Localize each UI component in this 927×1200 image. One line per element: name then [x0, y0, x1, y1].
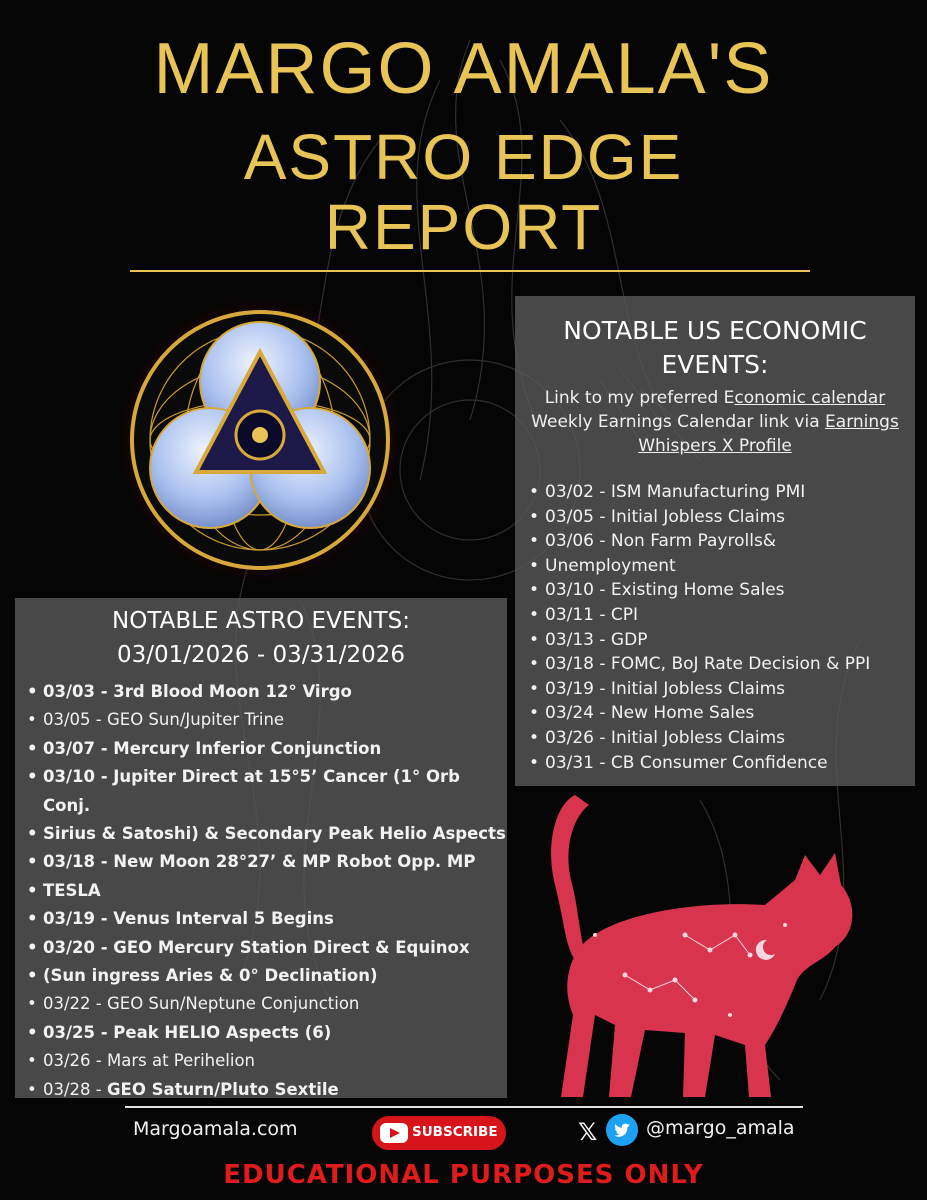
astro-event: • 03/25 - Peak HELIO Aspects (6): [25, 1019, 507, 1047]
website-link[interactable]: Margoamala.com: [133, 1118, 298, 1140]
earnings-whispers-line: [515, 434, 915, 458]
economic-events-title: [515, 314, 915, 382]
economic-title-line-2: EVENTS:: [661, 350, 769, 379]
astro-event: • TESLA: [25, 877, 507, 905]
economic-calendar-link[interactable]: conomic calendar: [734, 388, 886, 408]
economic-events-list: [515, 480, 915, 775]
econ-event: • 03/13 - GDP: [527, 628, 915, 653]
astro-event: • 03/10 - Jupiter Direct at 15°5’ Cancer (1° Orb Conj.: [25, 763, 507, 820]
astro-event-bold-text: GEO Saturn/Pluto Sextile: [107, 1079, 339, 1099]
astro-events-title: [15, 604, 507, 672]
econ-event: • 03/10 - Existing Home Sales: [527, 578, 915, 603]
title-line-2: ASTRO EDGE: [243, 121, 684, 193]
econ-event: • 03/19 - Initial Jobless Claims: [527, 677, 915, 702]
calendar-links: [515, 386, 915, 458]
constellation-cat-illustration: [535, 785, 865, 1105]
earnings-whispers-profile-link[interactable]: Whispers X Profile: [638, 436, 792, 456]
econ-event: • 03/18 - FOMC, BoJ Rate Decision & PPI: [527, 652, 915, 677]
astro-event: • 03/05 - GEO Sun/Jupiter Trine: [25, 706, 507, 734]
astro-event: • 03/20 - GEO Mercury Station Direct & Equinox: [25, 934, 507, 962]
astro-event: • 03/03 - 3rd Blood Moon 12° Virgo: [25, 678, 507, 706]
econ-event: • 03/02 - ISM Manufacturing PMI: [527, 480, 915, 505]
astro-events-list: [15, 678, 507, 1104]
astro-event-date: 03/28 -: [43, 1079, 107, 1099]
youtube-subscribe-button[interactable]: [372, 1116, 506, 1150]
sacred-geometry-emblem: [110, 290, 410, 590]
econ-event: • 03/11 - CPI: [527, 603, 915, 628]
astro-event: • 03/07 - Mercury Inferior Conjunction: [25, 735, 507, 763]
astro-event: • Sirius & Satoshi) & Secondary Peak Helio Aspects: [25, 820, 507, 848]
earnings-calendar-line: [515, 410, 915, 434]
economic-events-panel: [515, 296, 915, 786]
x-logo-icon[interactable]: 𝕏: [578, 1118, 598, 1146]
astro-event: • 03/26 - Mars at Perihelion: [25, 1047, 507, 1075]
youtube-icon: [380, 1123, 408, 1143]
twitter-bird-icon[interactable]: [606, 1114, 638, 1146]
econ-event: • 03/26 - Initial Jobless Claims: [527, 726, 915, 751]
footer-divider: [125, 1106, 803, 1108]
astro-event: [25, 1076, 507, 1104]
disclaimer-text: EDUCATIONAL PURPOSES ONLY: [223, 1160, 704, 1190]
economic-calendar-prefix: Link to my preferred E: [544, 388, 735, 408]
econ-event: • 03/05 - Initial Jobless Claims: [527, 505, 915, 530]
econ-event: • 03/06 - Non Farm Payrolls&: [527, 529, 915, 554]
astro-event: • 03/22 - GEO Sun/Neptune Conjunction: [25, 990, 507, 1018]
earnings-whispers-link[interactable]: Earnings: [825, 412, 899, 432]
econ-event: • Unemployment: [527, 554, 915, 579]
econ-event: • 03/31 - CB Consumer Confidence: [527, 751, 915, 776]
astro-events-panel: [15, 598, 507, 1098]
astro-event: • (Sun ingress Aries & 0° Declination): [25, 962, 507, 990]
econ-event: • 03/24 - New Home Sales: [527, 701, 915, 726]
earnings-calendar-prefix: Weekly Earnings Calendar link via: [531, 412, 826, 432]
title-line-3: REPORT: [324, 191, 603, 263]
economic-calendar-line: [515, 386, 915, 410]
social-handle[interactable]: @margo_amala: [646, 1117, 795, 1139]
astro-event: • 03/18 - New Moon 28°27’ & MP Robot Opp. MP: [25, 848, 507, 876]
title-line-1: MARGO AMALA'S: [153, 29, 774, 109]
title-divider: [130, 270, 810, 272]
subscribe-label: SUBSCRIBE: [412, 1124, 498, 1140]
astro-date-range: 03/01/2026 - 03/31/2026: [116, 642, 406, 668]
astro-event: • 03/19 - Venus Interval 5 Begins: [25, 905, 507, 933]
economic-title-line-1: NOTABLE US ECONOMIC: [563, 316, 867, 345]
astro-title-line-1: NOTABLE ASTRO EVENTS:: [112, 608, 410, 634]
